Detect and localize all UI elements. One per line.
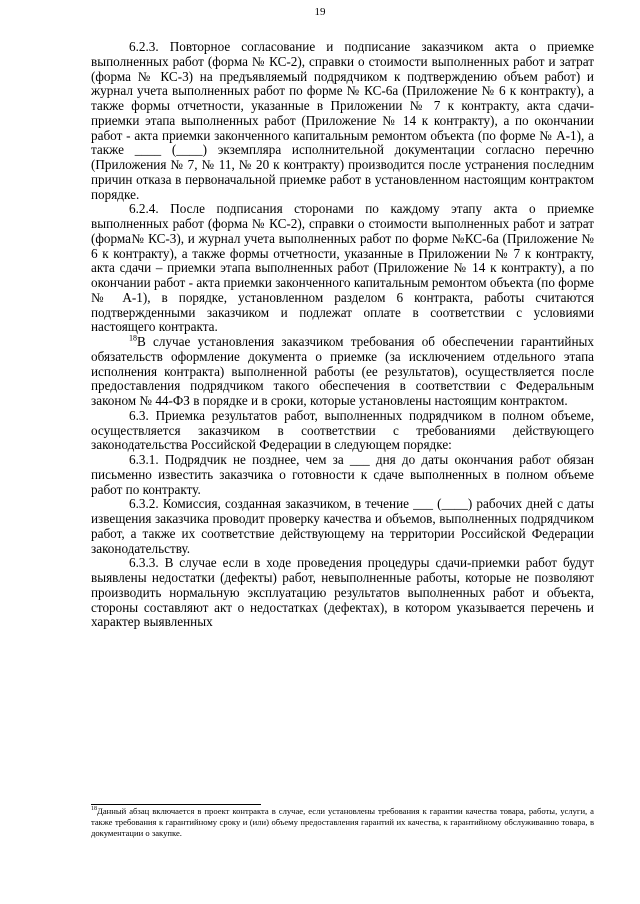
paragraph-6-3-1: 6.3.1. Подрядчик не позднее, чем за ___ дня до даты окончания работ обязан письменно известить заказчика о готовности к сдаче выполненных в полном объеме работ по контракту. xyxy=(91,452,594,497)
paragraph-6-2-4: 6.2.4. После подписания сторонами по каждому этапу акта о приемке выполненных работ (форма № КС-2), справки о стоимости выполненных работ и затрат (форма№ КС-3), и журнал учета выполненных работ по форме №КС-6а (Приложение № 6 к контракту), а также формы отчетности, указанные в Приложении № 7 к контракту, акта сдачи – приемки этапа выполненных работ (Приложение № 14 к контракту), а по окончании работ - акта приемки законченного капитальным ремонтом объекта (по форме № А-1), в порядке, установленном разделом 6 контракта, работы считаются подтвержденными заказчиком и подлежат оплате в соответствии с условиями настоящего контракта. xyxy=(91,201,594,335)
footnote-number: 18 xyxy=(91,806,97,813)
paragraph-6-3-3: 6.3.3. В случае если в ходе проведения процедуры сдачи-приемки работ будут выявлены недостатки (дефекты) работ, невыполненные работы, которые не позволяют производить нормальную эксплуатацию результатов выполненных работ и объекта, стороны составляют акт о недостатках (дефектах), в котором указывается перечень и характер выявленных xyxy=(91,555,594,630)
footnote-text: Данный абзац включается в проект контракта в случае, если установлены требования к гарантии качества товара, работы, услуги, а также требования к гарантийному сроку и (или) объему предоставления гарантий их качества, к гарантийному обслуживанию товара, в документации о закупке. xyxy=(91,806,594,838)
paragraph-6-3-2: 6.3.2. Комиссия, созданная заказчиком, в течение ___ (____) рабочих дней с даты извещения заказчика проводит проверку качества и объемов, выполненных подрядчиком работ, а также их соответствие действующему на территории Российской Федерации законодательству. xyxy=(91,496,594,556)
paragraph-text: В случае установления заказчиком требования об обеспечении гарантийных обязательств оформление документа о приемке (за исключением отдельного этапа исполнения контракта) выполненной работы (ее результатов), осуществляется после предоставления подрядчиком такого обеспечения в соответствии с Федеральным законом № 44-ФЗ в порядке и в сроки, которые установлены настоящим контрактом. xyxy=(91,334,594,408)
footnote xyxy=(91,806,594,839)
paragraph-6-2-3: 6.2.3. Повторное согласование и подписание заказчиком акта о приемке выполненных работ (форма № КС-2), справки о стоимости выполненных работ и затрат (форма № КС-3) на предъявляемый подрядчиком к подтверждению объем работ) и журнал учета выполненных работ по форме № КС-6а (Приложение № 6 к контракту), а также формы отчетности, указанные в Приложении № 7 к контракту, акта сдачи-приемки этапа выполненных работ (Приложение № 14 к контракту), а по окончании работ - акта приемки законченного капитальным ремонтом объекта (по форме № А-1), а также ____ (____) экземпляра исполнительной документации согласно перечню (Приложения № 7, № 11, № 20 к контракту) производится после устранения последним причин отказа в первоначальной приемке работ в установленном настоящим контрактом порядке. xyxy=(91,39,594,202)
paragraph-footnote-18-ref xyxy=(91,335,594,409)
page-number: 19 xyxy=(314,6,326,18)
document-body xyxy=(91,40,594,630)
footnote-separator xyxy=(91,804,261,805)
footnote-marker: 18 xyxy=(129,333,137,343)
paragraph-6-3: 6.3. Приемка результатов работ, выполненных подрядчиком в полном объеме, осуществляется заказчиком в соответствии с требованиями действующего законодательства Российской Федерации в следующем порядке: xyxy=(91,407,594,453)
